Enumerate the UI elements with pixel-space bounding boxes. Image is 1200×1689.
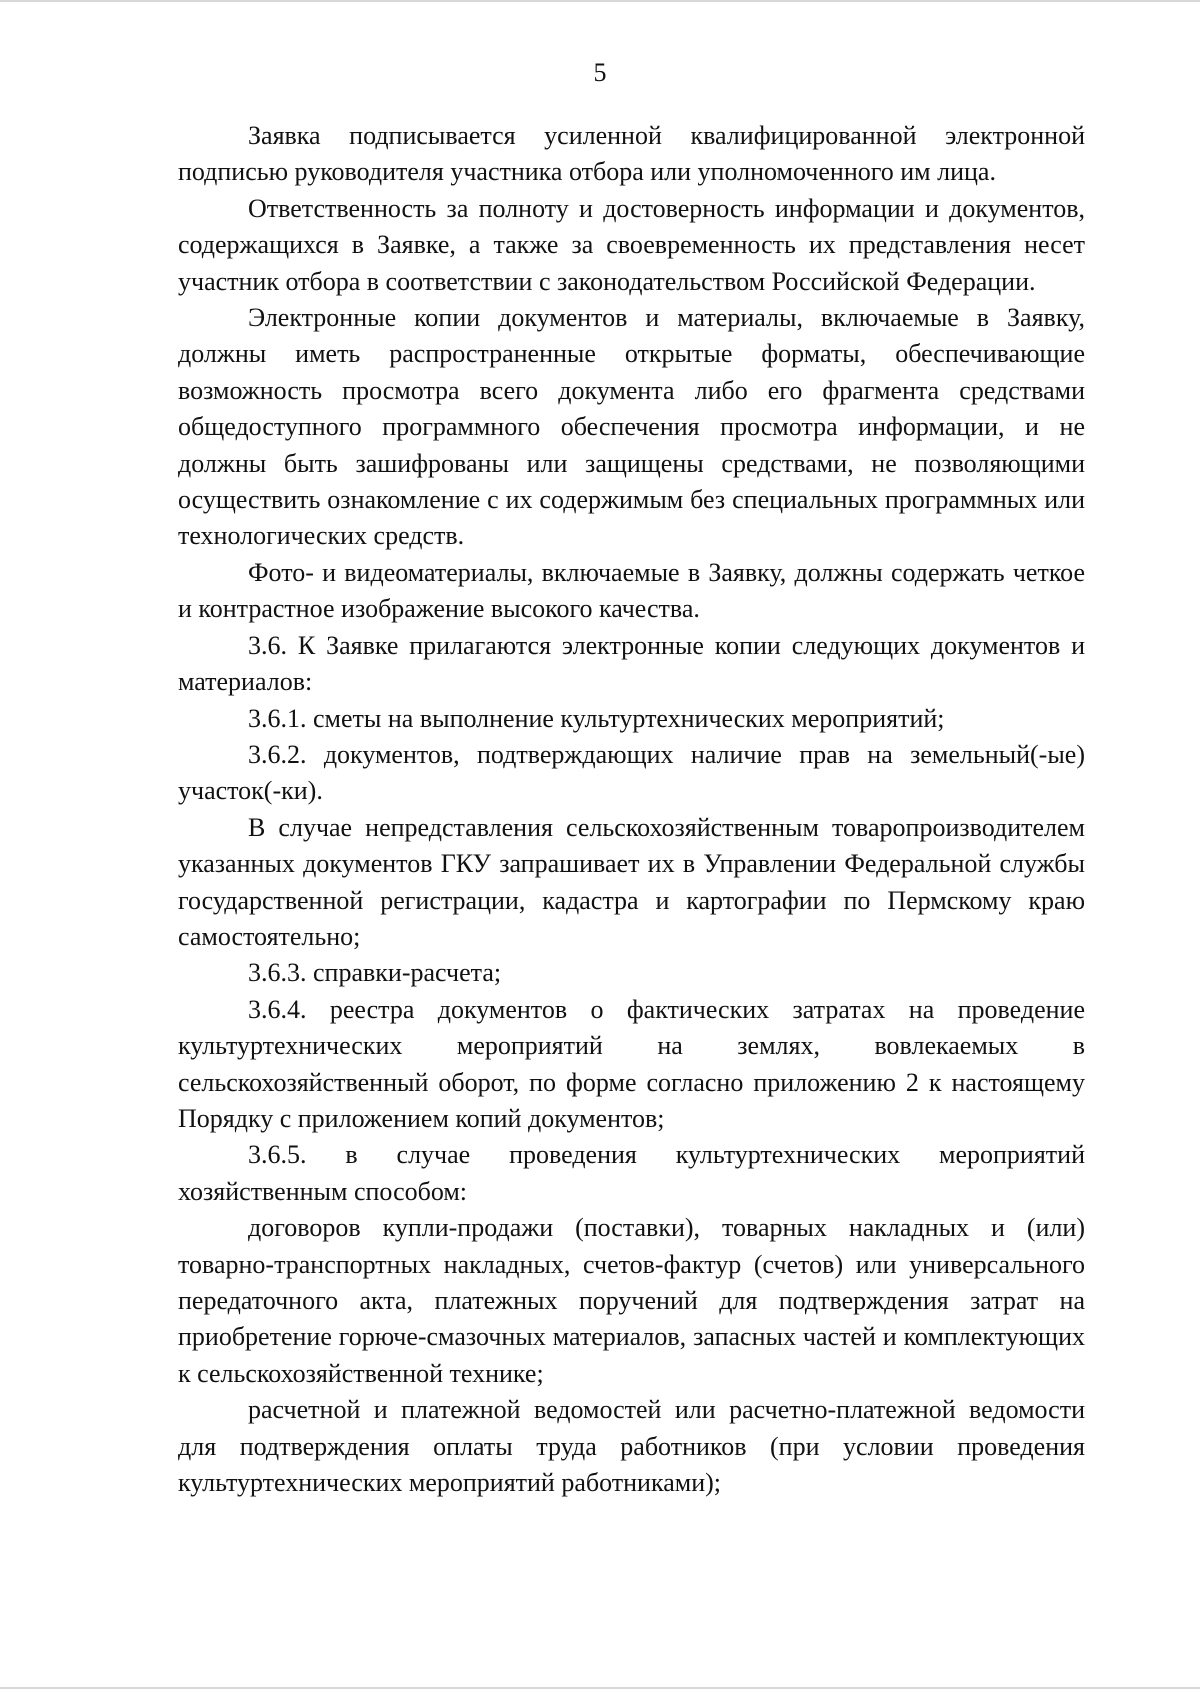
paragraph-3-6-1: 3.6.1. сметы на выполнение культуртехнических мероприятий; [248, 703, 945, 733]
paragraph-responsibility: Ответственность за полноту и достоверность информации и документов, содержащихся в Заявке, а также за своевременность их представления несет участник отбора в соответствии с законодательством Российской Федерации. [178, 193, 1085, 296]
paragraph-contracts: договоров купли-продажи (поставки), товарных накладных и (или) товарно-транспортных накладных, счетов-фактур (счетов) или универсального передаточного акта, платежных поручений для подтверждения затрат на приобретение горюче-смазочных материалов, запасных частей и комплектующих к сельскохозяйственной технике; [178, 1213, 1085, 1388]
paragraph-3-6-3: 3.6.3. справки-расчета; [248, 958, 502, 988]
scan-edge-top [0, 0, 1200, 2]
page-number: 5 [593, 58, 607, 87]
paragraph-gku-request: В случае непредставления сельскохозяйственным товаропроизводителем указанных документов ГКУ запрашивает их в Управлении Федеральной службы государственной регистрации, кадастра и картографии по Пермскому краю самостоятельно; [178, 812, 1085, 951]
document-body [178, 118, 1085, 1501]
paragraph-signature: Заявка подписывается усиленной квалифицированной электронной подписью руководителя участника отбора или уполномоченного им лица. [178, 121, 1085, 187]
paragraph-3-6: 3.6. К Заявке прилагаются электронные копии следующих документов и материалов: [178, 630, 1085, 697]
paragraph-3-6-4: 3.6.4. реестра документов о фактических затратах на проведение культуртехнических мероприятий на землях, вовлекаемых в сельскохозяйственный оборот, по форме согласно приложению 2 к настоящему Порядку с приложением копий документов; [178, 994, 1085, 1133]
paragraph-3-6-5: 3.6.5. в случае проведения культуртехнических мероприятий хозяйственным способом: [178, 1140, 1085, 1206]
paragraph-3-6-2: 3.6.2. документов, подтверждающих наличие прав на земельный(-ые) участок(-ки). [178, 739, 1085, 806]
paragraph-photo-video: Фото- и видеоматериалы, включаемые в Заявку, должны содержать четкое и контрастное изображение высокого качества. [178, 557, 1085, 624]
paragraph-electronic-copies: Электронные копии документов и материалы, включаемые в Заявку, должны иметь распространенные открытые форматы, обеспечивающие возможность просмотра всего документа либо его фрагмента средствами общедоступного программного обеспечения просмотра информации, и не должны быть зашифрованы или защищены средствами, не позволяющими осуществить ознакомление с их содержимым без специальных программных или технологических средств. [178, 303, 1085, 551]
paragraph-payroll: расчетной и платежной ведомостей или расчетно-платежной ведомости для подтверждения оплаты труда работников (при условии проведения культуртехнических мероприятий работниками); [178, 1395, 1085, 1498]
